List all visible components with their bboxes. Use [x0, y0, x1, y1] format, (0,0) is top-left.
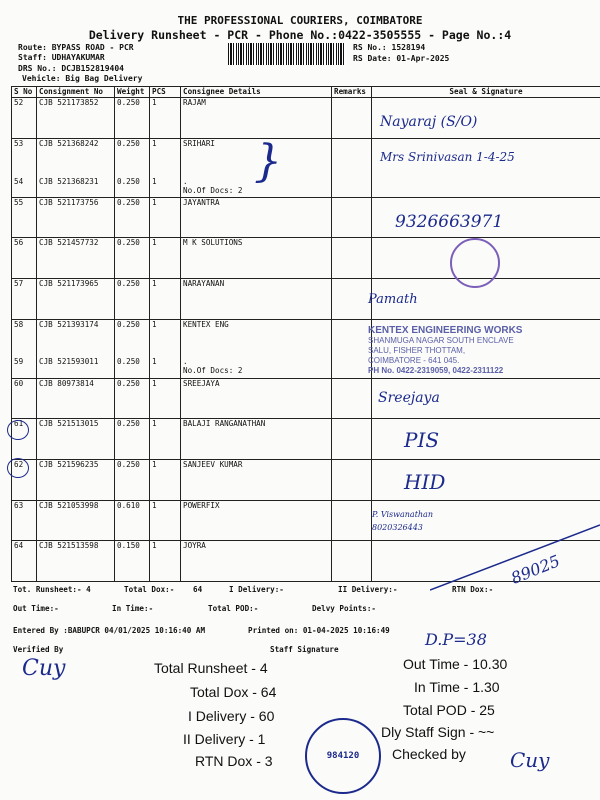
total-runsheet: Tot. Runsheet:- 4: [13, 585, 91, 594]
signature-62: HID: [404, 470, 446, 494]
table-row: [12, 419, 600, 460]
row-sno: 56: [12, 238, 37, 279]
row-sno: 53: [12, 139, 37, 177]
row-remarks: [332, 419, 372, 460]
row-pcs: 1: [150, 320, 181, 357]
signature-61: PIS: [404, 428, 440, 452]
barcode-image: [228, 43, 346, 65]
row-weight: 0.250: [115, 177, 150, 198]
verified-by: Verified By: [13, 645, 64, 654]
row-sno: 62: [12, 460, 37, 501]
total-pod: Total POD:-: [208, 604, 259, 613]
row-weight: 0.250: [115, 279, 150, 320]
summary-ii-delivery: II Delivery - 1: [183, 731, 266, 747]
row-remarks: [332, 541, 372, 582]
total-dox-label: Total Dox:-: [124, 585, 175, 594]
signature-57: Pamath: [368, 292, 418, 307]
consignee-dot: .: [183, 356, 188, 366]
row-sno: 58: [12, 320, 37, 357]
row-weight: 0.250: [115, 320, 150, 357]
row-consignee: JAYANTRA: [181, 198, 332, 238]
row-remarks: [332, 139, 372, 177]
row-pcs: 1: [150, 501, 181, 541]
stamp-line: SHANMUGA NAGAR SOUTH ENCLAVE: [368, 336, 514, 345]
row-remarks: [332, 501, 372, 541]
table-row: [12, 177, 600, 198]
vehicle-label: Vehicle: Big Bag Delivery: [22, 74, 143, 83]
row-pcs: 1: [150, 279, 181, 320]
row-sno: 57: [12, 279, 37, 320]
out-time: Out Time:-: [13, 604, 59, 613]
row-remarks: [332, 279, 372, 320]
row-remarks: [332, 198, 372, 238]
brace-mark: }: [254, 136, 282, 187]
docs-count: No.Of Docs: 2: [183, 365, 243, 375]
table-row: [12, 198, 600, 238]
signature-52: Nayaraj (S/O): [380, 114, 478, 130]
row-consignee: KENTEX ENG: [181, 320, 332, 357]
row-sno: 55: [12, 198, 37, 238]
row-weight: 0.250: [115, 98, 150, 139]
row-consignee: JOYRA: [181, 541, 332, 582]
row-consignee: M K SOLUTIONS: [181, 238, 332, 279]
summary-checked-by: Checked by: [392, 746, 466, 762]
row-pcs: 1: [150, 177, 181, 198]
row-pcs: 1: [150, 379, 181, 419]
row-sno: 60: [12, 379, 37, 419]
row-consignment: CJB 521173756: [37, 198, 115, 238]
row-consignment: CJB 80973814: [37, 379, 115, 419]
circle-mark-62: [7, 458, 29, 478]
row-sno: 52: [12, 98, 37, 139]
col-consignment: Consignment No: [37, 87, 115, 98]
row-consignment: CJB 521596235: [37, 460, 115, 501]
row-pcs: 1: [150, 357, 181, 379]
handwritten-code: 89025: [508, 551, 563, 588]
checked-by-initials: Cuy: [510, 748, 550, 772]
table-row: [12, 279, 600, 320]
row-consignment: CJB 521368231: [37, 177, 115, 198]
row-remarks: [332, 357, 372, 379]
row-consignment: CJB 521457732: [37, 238, 115, 279]
summary-dly-staff-sign: Dly Staff Sign - ~~: [381, 724, 495, 740]
row-consignee: POWERFIX: [181, 501, 332, 541]
row-consignment: CJB 521368242: [37, 139, 115, 177]
row-consignment: CJB 521513598: [37, 541, 115, 582]
row-weight: 0.250: [115, 139, 150, 177]
row-consignment: CJB 521173965: [37, 279, 115, 320]
rs-no: RS No.: 1528194: [353, 43, 426, 52]
summary-out-time: Out Time - 10.30: [403, 656, 508, 672]
row-remarks: [332, 320, 372, 357]
row-pcs: 1: [150, 198, 181, 238]
entered-by: Entered By :BABUPCR 04/01/2025 10:16:40 AM: [13, 626, 206, 635]
row-weight: 0.250: [115, 238, 150, 279]
row-consignee: BALAJI RANGANATHAN: [181, 419, 332, 460]
col-sno: S No: [12, 87, 37, 98]
delvy-points: Delvy Points:-: [312, 604, 377, 613]
row-weight: 0.150: [115, 541, 150, 582]
table-row: [12, 98, 600, 139]
col-weight: Weight: [115, 87, 150, 98]
row-pcs: 1: [150, 238, 181, 279]
rs-date: RS Date: 01-Apr-2025: [353, 54, 450, 63]
summary-rtn-dox: RTN Dox - 3: [195, 753, 273, 769]
printed-on: Printed on: 01-04-2025 10:16:49: [248, 626, 390, 635]
stamp-line: KENTEX ENGINEERING WORKS: [368, 325, 523, 336]
total-dox-value: 64: [193, 585, 203, 594]
summary-i-delivery: I Delivery - 60: [188, 708, 275, 724]
row-consignee: SRIHARI: [181, 139, 332, 177]
signature-60: Sreejaya: [378, 390, 440, 406]
i-delivery: I Delivery:-: [229, 585, 284, 594]
row-consignment: CJB 521053998: [37, 501, 115, 541]
signature-53: Mrs Srinivasan 1-4-25: [380, 150, 515, 164]
stamp-line: PH No. 0422-2319059, 0422-2311122: [368, 366, 504, 375]
verified-initials: Cuy: [22, 656, 66, 681]
row-pcs: 1: [150, 541, 181, 582]
row-weight: 0.250: [115, 198, 150, 238]
row-consignee: NARAYANAN: [181, 279, 332, 320]
row-sno: 64: [12, 541, 37, 582]
stamp-line: SALU, FISHER THOTTAM,: [368, 346, 466, 355]
row-sno: 59: [12, 357, 37, 379]
row-weight: 0.250: [115, 460, 150, 501]
round-seal-stamp: [450, 238, 500, 288]
row-consignee: RAJAM: [181, 98, 332, 139]
route-label: Route: BYPASS ROAD - PCR: [18, 43, 134, 52]
col-remarks: Remarks: [332, 87, 372, 98]
row-weight: 0.250: [115, 419, 150, 460]
row-remarks: [332, 460, 372, 501]
row-consignment: CJB 521393174: [37, 320, 115, 357]
rtn-dox: RTN Dox:-: [452, 585, 494, 594]
staff-label: Staff: UDHAYAKUMAR: [18, 53, 105, 62]
docs-count: No.Of Docs: 2: [183, 185, 243, 195]
staff-signature: Staff Signature: [270, 645, 339, 654]
col-pcs: PCS: [150, 87, 181, 98]
row-consignment: CJB 521593011: [37, 357, 115, 379]
row-consignee: [181, 357, 332, 379]
kentex-company-stamp: [368, 326, 568, 376]
row-sno: 61: [12, 419, 37, 460]
col-consignee: Consignee Details: [181, 87, 332, 98]
signature-55: 9326663971: [395, 212, 504, 232]
row-consignment: CJB 521173852: [37, 98, 115, 139]
summary-in-time: In Time - 1.30: [414, 679, 500, 695]
row-consignee: SREEJAYA: [181, 379, 332, 419]
table-row: [12, 379, 600, 419]
row-weight: 0.250: [115, 357, 150, 379]
row-weight: 0.250: [115, 379, 150, 419]
round-rubber-stamp: 984120: [305, 718, 381, 794]
summary-total-pod: Total POD - 25: [403, 702, 495, 718]
row-signature: [372, 177, 600, 198]
row-remarks: [332, 238, 372, 279]
company-title: THE PROFESSIONAL COURIERS, COIMBATORE: [177, 14, 423, 27]
row-weight: 0.610: [115, 501, 150, 541]
row-sno: 63: [12, 501, 37, 541]
summary-total-dox: Total Dox - 64: [190, 684, 277, 700]
row-remarks: [332, 379, 372, 419]
in-time: In Time:-: [112, 604, 154, 613]
table-row: [12, 238, 600, 279]
col-signature: Seal & Signature: [372, 87, 600, 98]
circle-mark-61: [7, 420, 29, 440]
stamp-line: COIMBATORE - 641 045.: [368, 356, 460, 365]
table-row: [12, 460, 600, 501]
row-consignment: CJB 521513015: [37, 419, 115, 460]
row-remarks: [332, 177, 372, 198]
row-sno: 54: [12, 177, 37, 198]
drs-label: DRS No.: DCJB152819404: [18, 64, 124, 73]
row-pcs: 1: [150, 98, 181, 139]
table-header: [12, 87, 600, 98]
consignee-dot: .: [183, 176, 188, 186]
row-pcs: 1: [150, 139, 181, 177]
summary-total-runsheet: Total Runsheet - 4: [154, 660, 268, 676]
row-remarks: [332, 98, 372, 139]
ii-delivery: II Delivery:-: [338, 585, 398, 594]
signature-63: P. Viswanathan 8020326443: [372, 510, 433, 532]
row-pcs: 1: [150, 460, 181, 501]
runsheet-subtitle: Delivery Runsheet - PCR - Phone No.:0422-3505555 - Page No.:4: [88, 28, 512, 42]
row-consignee: SANJEEV KUMAR: [181, 460, 332, 501]
handwritten-dp: D.P=38: [425, 630, 487, 649]
row-pcs: 1: [150, 419, 181, 460]
